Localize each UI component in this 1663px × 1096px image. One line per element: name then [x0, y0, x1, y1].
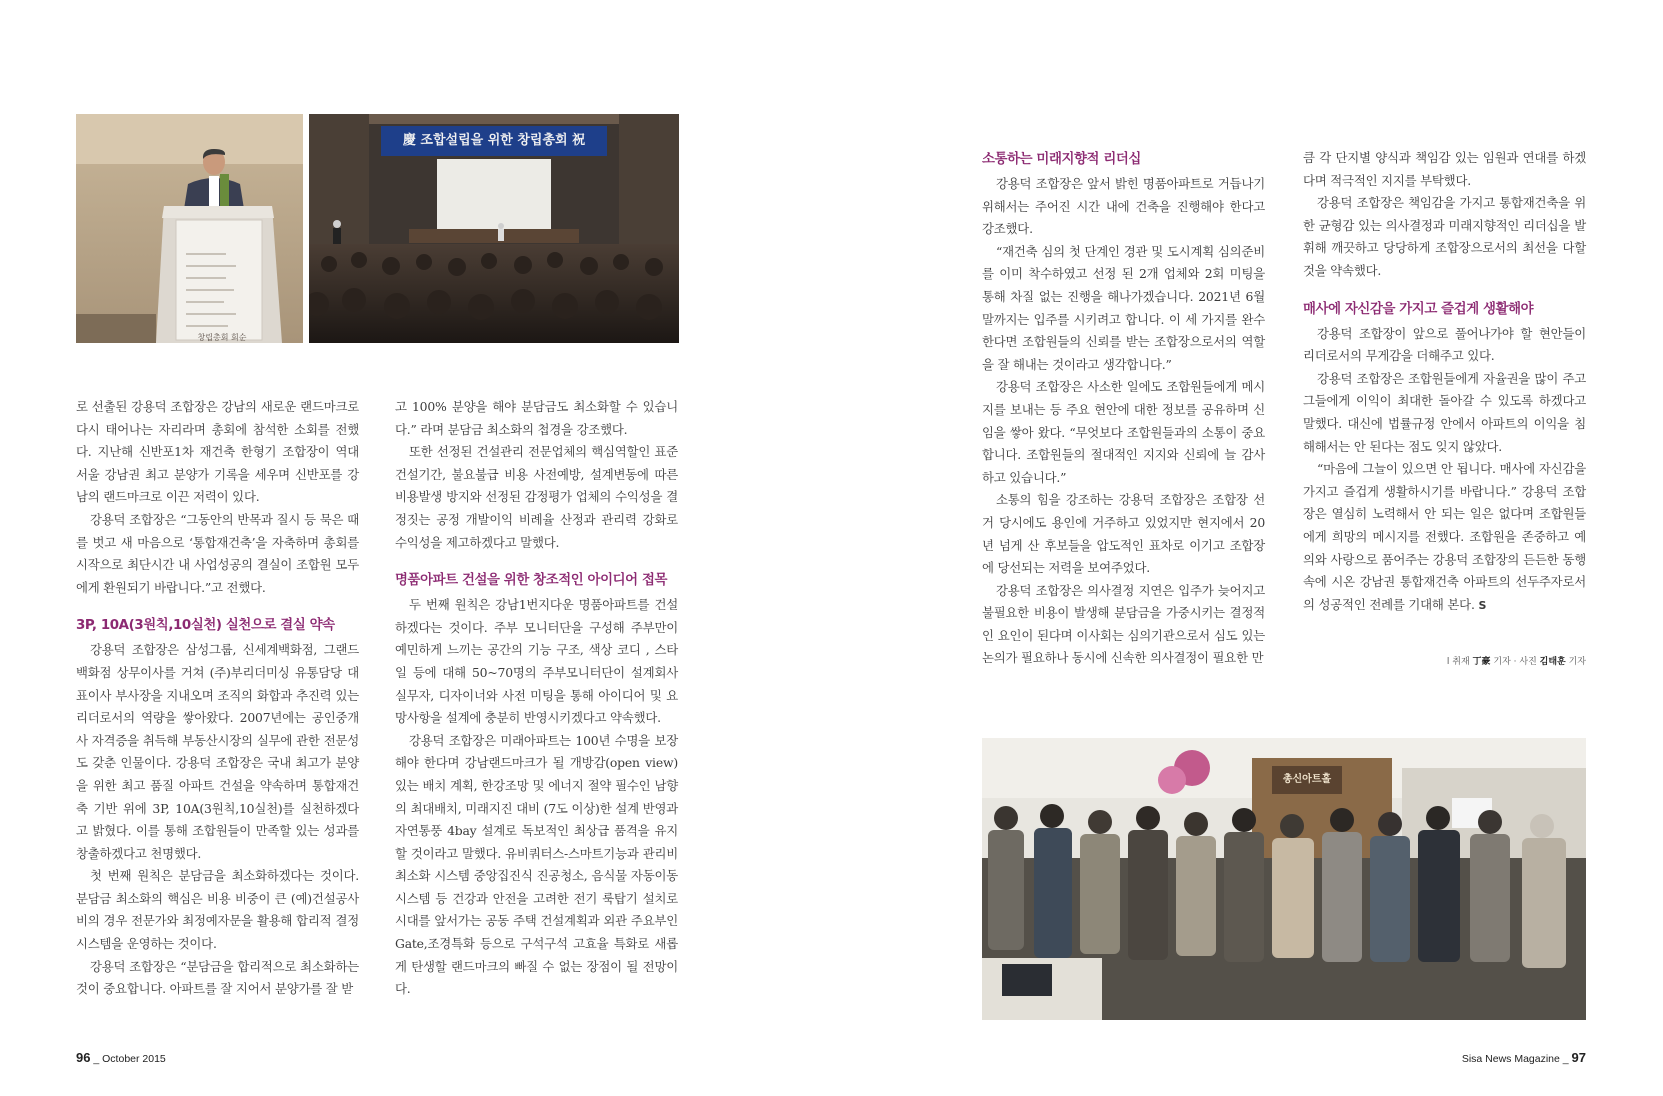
col1-paragraph-2: 강용덕 조합장은 “그동안의 반목과 질시 등 묵은 때를 벗고 새 마음으로 ‘통합재건축’을 자축하며 총회를 시작으로 최단시간 내 사업성공의 결실이 조합원 모두에게 환원되기 바랍니다.”고 전했다. — [76, 511, 359, 595]
left-page-number: 96 — [76, 1050, 91, 1065]
col1-paragraph-3: 강용덕 조합장은 삼성그룹, 신세계백화점, 그랜드백화점 상무이사를 거쳐 (주)부리더미싱 유통담당 대표이사 부사장을 지내오며 조직의 화합과 추진력 있는 리더로서의 역량을 쌓아왔다. 2007년에는 공인중개사 자격증을 취득해 부동산시장의 실무에 관한 전문성도 갖춘 인물이다. 강용덕 조합장은 국내 최고가 분양을 위한 최고 품질 아파트 건설을 약속하며 통합재건축 기반 위에 3P, 10A(3원칙,10실천)를 실천하겠다고 밝혔다. 이를 통해 조합원들이 만족할 있는 성과를 창출하겠다고 천명했다. — [76, 642, 359, 861]
credit-reporter: 丁豪 — [1472, 657, 1491, 667]
col1-paragraph-5: 강용덕 조합장은 “분담금을 합리적으로 최소화하는 것이 중요합니다. 아파트를 잘 지어서 분양가를 잘 받 — [76, 958, 359, 997]
col1-paragraph-1: 로 선출된 강용덕 조합장은 강남의 새로운 랜드마크로 다시 태어나는 자리라며 총회에 참석한 소회를 전했다. 지난해 신반포1차 재건축 한형기 조합장이 역대 서울 강남권 최고 분양가 기록을 세우며 신반포를 강남의 랜드마크로 이끈 저력이 있다. — [76, 399, 359, 505]
article-column-4 — [1303, 147, 1586, 617]
col2-paragraph-2: 또한 선정된 건설관리 전문업체의 핵심역할인 표준건설기간, 불요불급 비용 사전예방, 설계변동에 따른 비용발생 방지와 선정된 감정평가 업체의 수익성을 결정짓는 공정 개발이익 비례율 산정과 관리력 강화로 수익성을 제고하겠다고 말했다. — [395, 444, 678, 550]
left-page-issue: _ October 2015 — [90, 1053, 166, 1065]
col3-paragraph-2: “재건축 심의 첫 단계인 경관 및 도시계획 심의준비를 이미 착수하였고 선정 된 2개 업체와 2회 미팅을 통해 차질 없는 진행을 해나가겠습니다. 2021년 6월말까지는 입주를 시키려고 합니다. 이 세 가지를 완수한다면 조합원들의 신뢰를 받는 조합장으로서의 역할을 잘 해내는 것이라고 생각합니다.” — [982, 243, 1265, 372]
right-page-folio — [1386, 1050, 1586, 1065]
col2-paragraph-4: 강용덕 조합장은 미래아파트는 100년 수명을 보장해야 한다며 강남랜드마크가 될 개방감(open view) 있는 배치 계획, 한강조망 및 에너지 절약 필수인 남향의 최대배치, 미래지진 대비 (7도 이상)한 설계 반영과 자연통풍 4bay 설계로 독보적인 최상급 품격을 유지할 것이라고 말했다. 유비쿼터스-스마트기능과 관리비 최소화 시스템 중앙집진식 진공청소, 음식물 자동이동 시스템 등 건강과 안전을 고려한 전기 룩탑기 설치로 시대를 앞서가는 공동 주택 건설계획과 외관 주요부인 Gate,조경특화 등으로 구석구석 고효율 특화로 새롭게 탄생할 랜드마크의 빠질 수 없는 장점이 될 전망이다. — [395, 732, 678, 997]
credit-prefix: l 취재 — [1446, 657, 1473, 667]
col1-paragraph-4: 첫 번째 원칙은 분담금을 최소화하겠다는 것이다. 분담금 최소화의 핵심은 비용 비중이 큰 (예)건설공사비의 경우 전문가와 최정예자문을 활용해 합리적 결정시스템을 운영하는 것이다. — [76, 868, 359, 952]
col3-paragraph-1: 강용덕 조합장은 앞서 밝힌 명품아파트로 거듭나기 위해서는 주어진 시간 내에 건축을 진행해야 한다고 강조했다. — [982, 176, 1265, 237]
article-column-2 — [395, 396, 678, 1001]
right-page-number: 97 — [1571, 1050, 1586, 1065]
col2-paragraph-3: 두 번째 원칙은 강남1번지다운 명품아파트를 건설하겠다는 것이다. 주부 모니터단을 구성해 주부만이 예민하게 느끼는 공간의 기능 구조, 색상 코디 , 스타일 등에 대해 50~70명의 주부모니터단이 설계회사 실무자, 디자이너와 사전 미팅을 통해 아이디어 및 요망사항을 설계에 충분히 반영시키겠다고 약속했다. — [395, 597, 678, 726]
article-column-3 — [982, 147, 1265, 670]
col4-paragraph-5 — [1303, 458, 1586, 617]
credit-photographer: 김태훈 — [1539, 657, 1566, 667]
col4-paragraph-1: 큼 각 단지별 양식과 책임감 있는 임원과 연대를 하겠다며 적극적인 지지를 부탁했다. — [1303, 150, 1586, 188]
col2-subheading: 명품아파트 건설을 위한 창조적인 아이디어 접목 — [395, 573, 668, 589]
right-page-magazine: Sisa News Magazine _ — [1461, 1053, 1572, 1065]
col1-subheading: 3P, 10A(3원칙,10실천) 실천으로 결실 약속 — [76, 618, 335, 634]
left-page-folio — [76, 1050, 166, 1065]
col4-paragraph-3: 강용덕 조합장이 앞으로 풀어나가야 할 현안들이 리더로서의 무게감을 더해주고 있다. — [1303, 325, 1586, 364]
end-mark-icon: S — [1478, 598, 1487, 612]
col4-subheading: 매사에 자신감을 가지고 즐겁게 생활해야 — [1303, 301, 1534, 317]
col3-paragraph-5: 강용덕 조합장은 의사결정 지연은 입주가 늦어지고 불필요한 비용이 발생해 분담금을 가중시키는 결정적인 요인이 된다며 이사회는 심의기관으로서 심도 있는 논의가 필요하나 동시에 신속한 의사결정이 필요한 만 — [982, 582, 1265, 666]
credit-suffix: 기자 — [1565, 657, 1586, 667]
col4-paragraph-5-text: “마음에 그늘이 있으면 안 됩니다. 매사에 자신감을 가지고 즐겁게 생활하시기를 바랍니다.” 강용덕 조합장은 열심히 노력해서 안 되는 일은 없다며 조합원들에게 희망의 메시지를 전했다. 조합원을 존중하고 예의와 사랑으로 품어주는 강용덕 조합장의 든든한 동행 속에 시온 강남권 통합재건축 아파트의 선두주자로서의 성공적인 전례를 기대해 본다. — [1303, 461, 1586, 612]
col4-paragraph-4: 강용덕 조합장은 조합원들에게 자율권을 많이 주고 그들에게 이익이 최대한 돌아갈 수 있도록 하겠다고 말했다. 대신에 법률규정 안에서 아파트의 이익을 침해해서는 안 된다는 점도 잊지 않았다. — [1303, 370, 1586, 454]
col4-paragraph-2: 강용덕 조합장은 책임감을 가지고 통합재건축을 위한 균형감 있는 의사결정과 미래지향적인 리더십을 발휘해 깨끗하고 당당하게 조합장으로서의 최선을 다할 것을 약속했다. — [1303, 195, 1586, 278]
credit-middle: 기자 · 사진 — [1490, 657, 1540, 667]
article-column-1 — [76, 396, 359, 1001]
photo-speaker-podium — [76, 114, 303, 343]
col3-paragraph-3: 강용덕 조합장은 사소한 일에도 조합원들에게 메시지를 보내는 등 주요 현안에 대한 정보를 공유하며 신임을 쌓아 왔다. “무엇보다 조합원들과의 소통이 중요합니다. 조합원들의 절대적인 지지와 신뢰에 늘 감사하고 있습니다.” — [982, 379, 1265, 485]
col2-paragraph-1: 고 100% 분양을 해야 분담금도 최소화할 수 있습니다.” 라며 분담금 최소화의 첩경을 강조했다. — [395, 399, 678, 437]
col3-paragraph-4: 소통의 힘을 강조하는 강용덕 조합장은 조합장 선거 당시에도 용인에 거주하고 있었지만 현지에서 20년 넘게 산 후보들을 압도적인 표차로 이기고 조합장에 당선되는 저력을 보여주었다. — [982, 492, 1265, 576]
booth-sign-text: 총신아트홀 — [1282, 774, 1332, 785]
speaker-illustration — [76, 114, 303, 343]
photo-booth-crowd — [982, 738, 1586, 1020]
col3-subheading: 소통하는 미래지향적 리더십 — [982, 152, 1141, 167]
hall-banner-text: 慶 조합설립을 위한 창립총회 祝 — [402, 133, 586, 148]
photo-assembly-hall — [309, 114, 679, 343]
podium-caption: 창립총회 회순 — [197, 333, 247, 342]
article-credit — [1303, 654, 1586, 667]
